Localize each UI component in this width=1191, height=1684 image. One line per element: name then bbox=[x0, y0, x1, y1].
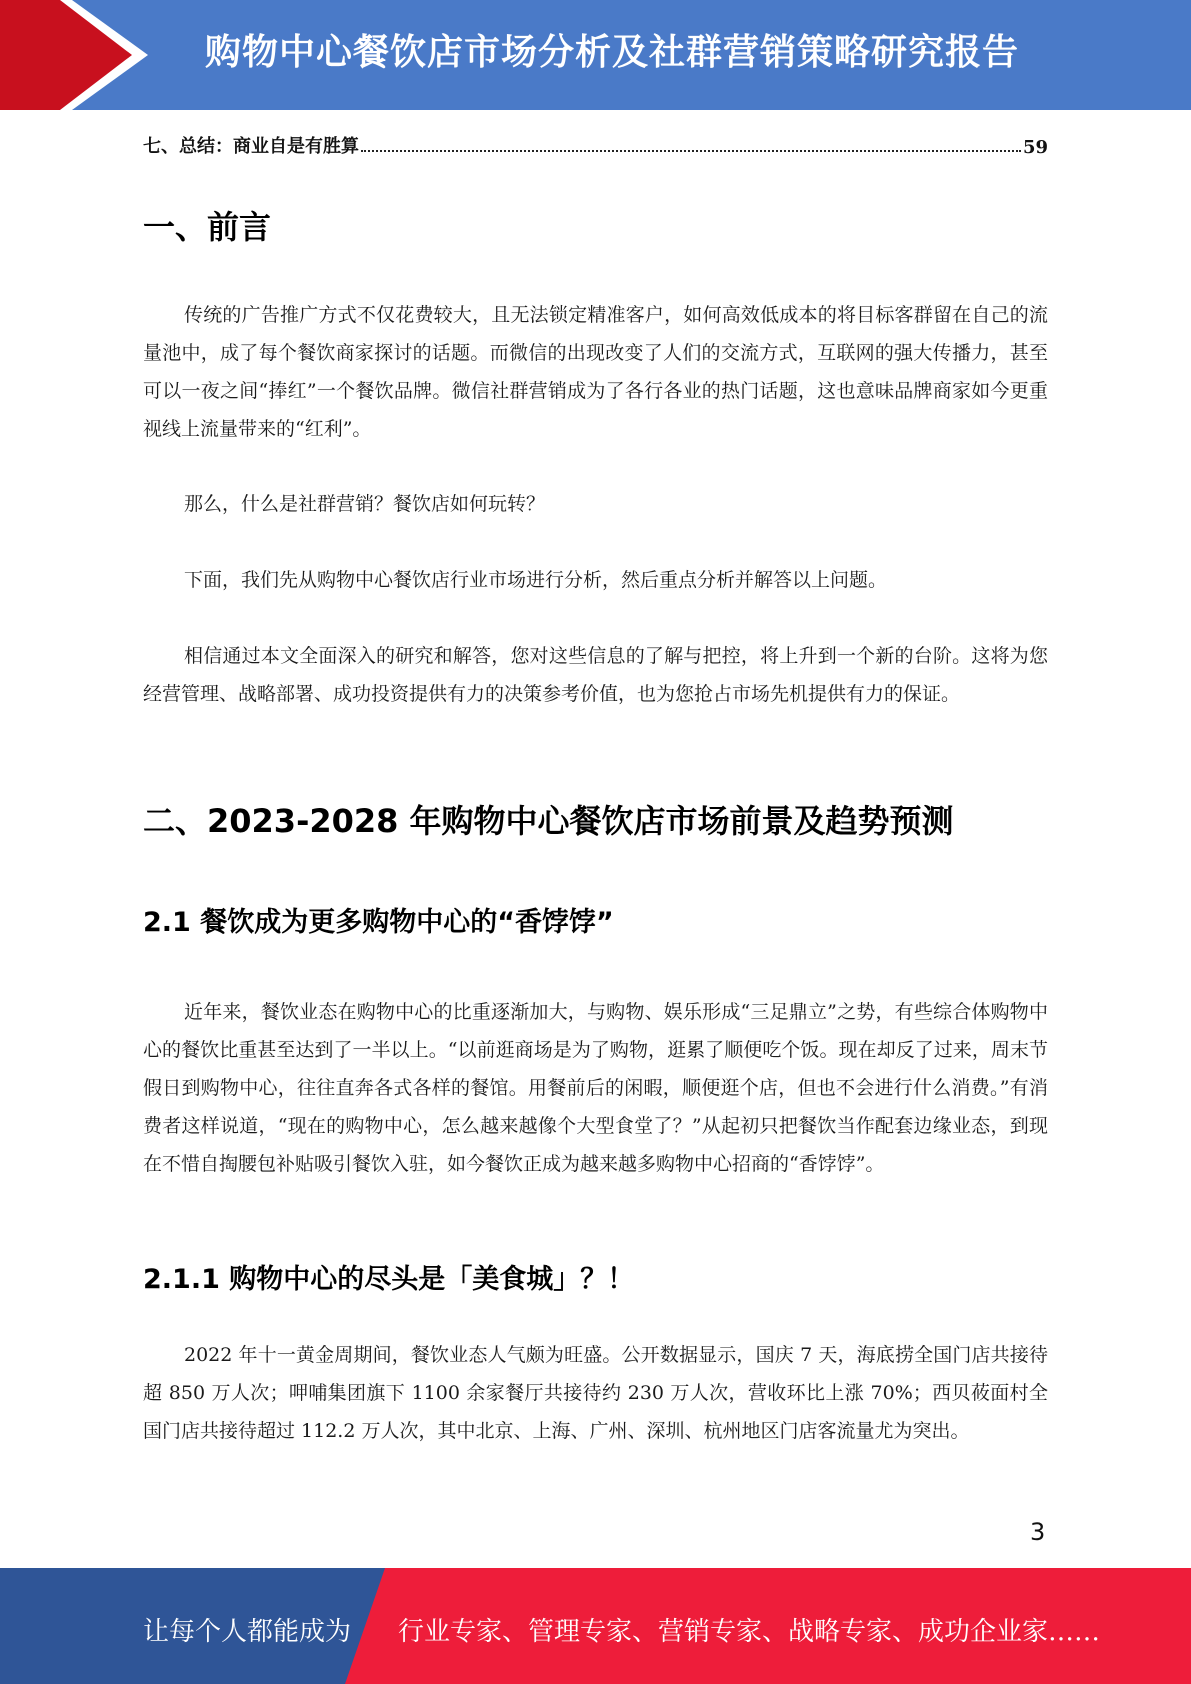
paragraph: 下面，我们先从购物中心餐饮店行业市场进行分析，然后重点分析并解答以上问题。 bbox=[184, 569, 888, 591]
paragraph: 2022 年十一黄金周期间，餐饮业态人气颇为旺盛。公开数据显示，国庆 7 天，海底捞全国门店共接待超 850 万人次；呷哺集团旗下 1100 余家餐厅共接待约 230 万人次，营收环比上涨 70%；西贝莜面村全国门店共接待超过 112.2 万人次，其中北京、上海、广州、深圳、杭州地区门店客流量尤为突出。 bbox=[143, 1344, 1048, 1442]
toc-page-number: 59 bbox=[1022, 137, 1048, 158]
paragraph: 近年来，餐饮业态在购物中心的比重逐渐加大，与购物、娱乐形成“三足鼎立”之势，有些综合体购物中心的餐饮比重甚至达到了一半以上。“以前逛商场是为了购物，逛累了顺便吃个饭。现在却反了过来，周末节假日到购物中心，往往直奔各式各样的餐馆。用餐前后的闲暇，顺便逛个店，但也不会进行什么消费。”有消费者这样说道，“现在的购物中心，怎么越来越像个大型食堂了？”从起初只把餐饮当作配套边缘业态，到现在不惜自掏腰包补贴吸引餐饮入驻，如今餐饮正成为越来越多购物中心招商的“香饽饽”。 bbox=[143, 1001, 1048, 1175]
section-heading-preface: 一、前言 bbox=[143, 208, 272, 246]
page-footer bbox=[0, 1568, 1191, 1684]
subsection-heading: 2.1 餐饮成为更多购物中心的“香饽饽” bbox=[143, 907, 614, 938]
footer-slogan-left: 让每个人都能成为 bbox=[143, 1617, 352, 1647]
toc-leader-dots bbox=[361, 150, 1021, 152]
paragraph: 那么，什么是社群营销？餐饮店如何玩转？ bbox=[184, 493, 546, 515]
section-heading-forecast: 二、2023-2028 年购物中心餐饮店市场前景及趋势预测 bbox=[143, 802, 954, 840]
paragraph: 传统的广告推广方式不仅花费较大，且无法锁定精准客户，如何高效低成本的将目标客群留在自己的流量池中，成了每个餐饮商家探讨的话题。而微信的出现改变了人们的交流方式，互联网的强大传播力，甚至可以一夜之间“捧红”一个餐饮品牌。微信社群营销成为了各行各业的热门话题，这也意味品牌商家如今更重视线上流量带来的“红利”。 bbox=[143, 304, 1048, 440]
footer-slogan-right: 行业专家、管理专家、营销专家、战略专家、成功企业家…… bbox=[398, 1617, 1101, 1647]
paragraph: 相信通过本文全面深入的研究和解答，您对这些信息的了解与把控，将上升到一个新的台阶。这将为您经营管理、战略部署、成功投资提供有力的决策参考价值，也为您抢占市场先机提供有力的保证。 bbox=[143, 645, 1048, 705]
page-header bbox=[0, 0, 1191, 110]
page-number: 3 bbox=[1030, 1518, 1046, 1546]
toc-entry[interactable] bbox=[143, 128, 1048, 158]
header-arrow-graphic bbox=[0, 0, 148, 110]
toc-label: 七、总结：商业自是有胜算 bbox=[143, 136, 359, 157]
header-title: 购物中心餐饮店市场分析及社群营销策略研究报告 bbox=[205, 32, 1020, 73]
subsection-heading: 2.1.1 购物中心的尽头是「美食城」？！ bbox=[143, 1264, 635, 1295]
